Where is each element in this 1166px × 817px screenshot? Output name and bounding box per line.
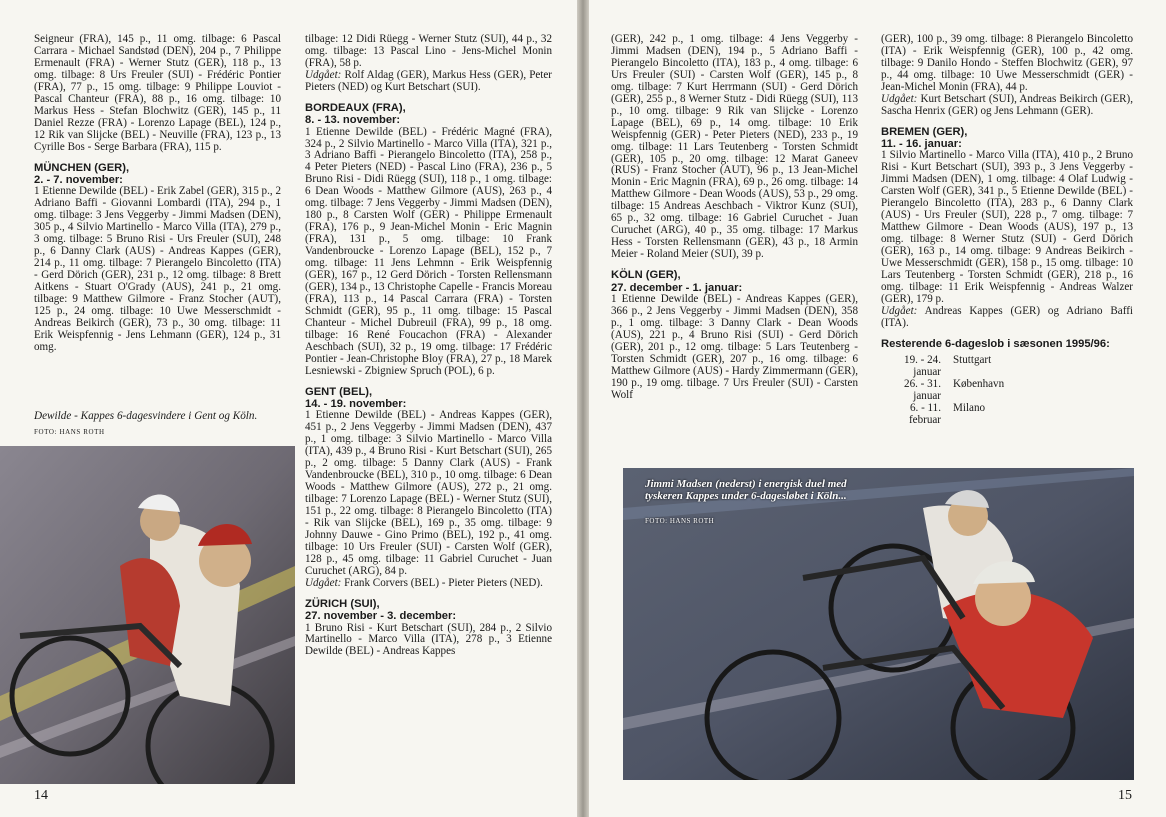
left-photo-credit: FOTO: HANS ROTH xyxy=(34,428,105,436)
bordeaux-dates: 8. - 13. november: xyxy=(305,114,401,127)
remaining-event-place: Milano xyxy=(953,402,986,415)
munchen-results: 1 Etienne Dewilde (BEL) - Erik Zabel (GER), 315 p., 2 Adriano Baffi - Giovanni Lombardi (ITA), 294 p., 1 omg. tilbage: 3 Jens Veggerby - Jimmi Madsen (DEN), 305 p., 4 Silvio Martinello - Marco Villa (ITA), 279 p., 3 omg. tilbage: 5 Bruno Risi - Urs Freuler (SUI), 248 p., 6 Danny Clark (AUS) - Andreas Kappes (GER), 214 p., 11 omg. tilbage: 7 Pierangelo Bincoletto (ITA) - Gerd Dörich (GER), 231 p., 12 omg. tilbage: 8 Brett Aitkens - Stuart O'Grady (AUS), 241 p., 21 omg. tilbage: 9 Matthew Gilmore - Franz Stocher (AUT), 125 p., 24 omg. tilbage: 10 Uwe Messerschmidt - Andreas Beikirch (GER), 73 p., 30 omg. tilbage: 11 Erik Weispfennig - Jens Lehmann (GER), 124 p., 31 omg. xyxy=(34,185,281,353)
right-page xyxy=(589,0,1166,817)
zurich-results: 1 Bruno Risi - Kurt Betschart (SUI), 284 p., 2 Silvio Martinello - Marco Villa (ITA), 278 p., 3 Etienne Dewilde (BEL) - Andreas Kappes xyxy=(305,621,552,658)
right-photo-caption: Jimmi Madsen (nederst) i energisk duel med tyskeren Kappes under 6-dagesløbet i Köln... xyxy=(645,478,847,503)
col3-intro-text: (GER), 242 p., 1 omg. tilbage: 4 Jens Veggerby - Jimmi Madsen (DEN), 194 p., 5 Adriano Baffi - Pierangelo Bincoletto (ITA), 183 p., 4 omg. tilbage: 6 Urs Freuler (SUI) - Carsten Wolf (GER), 145 p., 8 omg. tilbage: 7 Kurt Herrmann (SUI) - Gerd Dörich (GER), 255 p., 8 Werner Stutz - Didi Rüegg (SUI), 113 p., 10 omg. tilbage: 9 Rik van Slijcke - Lorenzo Lapage (BEL), 69 p., 14 omg. tilbage: 10 Erik Weispfennig (GER) - Peter Pieters (NED), 233 p., 19 omg. tilbage: 11 Lars Teutenberg - Torsten Schmidt (GER), 105 p., 20 omg. tilbage: 12 Marat Ganeev (RUS) - Franz Stocher (AUT), 96 p., 13 Jean-Michel Monin - Eric Magnin (FRA), 69 p., 26 omg. tilbage: 14 Matthew Gilmore - Dean Woods (AUS), 53 p., 29 omg. tilbage: 15 Andreas Aeschbach - Viktror Kunz (SUI), 65 p., 32 omg. tilbage: 16 Gabriel Curuchet - Juan Curuchet (ARG), 40 p., 35 omg. tilbage: 17 Markus Hess - Torsten Rellensmann (GER), 43 p., 18 Armin Meier - Roland Meier (SUI), 39 p. xyxy=(611,34,858,261)
koln-results: 1 Etienne Dewilde (BEL) - Andreas Kappes (GER), 366 p., 2 Jens Veggerby - Jimmi Madsen (DEN), 358 p., 1 omg. tilbage: 3 Danny Clark - Dean Woods (AUS), 221 p., 4 Bruno Risi (SUI) - Gerd Dörich (GER), 201 p., 12 omg. tilbage: 5 Lars Teutenberg - Torsten Schmidt (GER), 207 p., 16 omg. tilbage: 6 Matthew Gilmore (AUS) - Hardy Zimmermann (GER), 190 p., 19 omg. tilbage. 7 Urs Freuler (SUI) - Carsten Wolf xyxy=(611,292,858,401)
bordeaux-results: 1 Etienne Dewilde (BEL) - Frédéric Magné (FRA), 324 p., 2 Silvio Martinello - Marco Villa (ITA), 321 p., 3 Adriano Baffi - Pierangelo Bincoletto (ITA), 258 p., 4 Peter Pieters (NED) - Pascal Lino (FRA), 236 p., 5 Bruno Risi - Didi Rüegg (SUI), 118 p., 1 omg. tilbage: 6 Dean Woods - Matthew Gilmore (AUS), 263 p., 4 omg. tilbage: 7 Jens Veggerby - Jimmi Madsen (DEN), 180 p., 8 Carsten Wolf (GER) - Philippe Ermenault (FRA), 176 p., 9 Jean-Michel Monin - Eric Magnin (FRA), 131 p., 5 omg. tilbage: 10 Frank Vandenbroucke - Lorenzo Lapage (BEL), 152 p., 7 omg. tilbage: 11 Jens Lehmnn - Erik Weispfennig (GER), 167 p., 12 Gerd Dörich - Torsten Rellensmann (GER), 134 p., 13 Christophe Capelle - Francis Moreau (FRA), 113 p., 14 Pascal Carrara (FRA) - Torsten Schmidt (GER), 95 p., 11 omg. tilbage: 15 Pascal Chanteur - Michel Dubreuil (FRA), 99 p., 18 omg. tilbage: 16 René Foucachon (FRA) - Alexander Aeschbach (SUI), 32 p., 19 omg. tilbage: 17 Frédéric Pontier - Jean-Christophe Bloy (FRA), 27 p., 18 Marek Lesniewski - Zbigniew Spruch (POL), 6 p. xyxy=(305,125,552,377)
remaining-event-dates: 19. - 24. januar xyxy=(904,354,941,379)
remaining-event-place: København xyxy=(953,378,1005,391)
bordeaux-heading: BORDEAUX (FRA), xyxy=(305,101,406,114)
left-page xyxy=(0,0,577,817)
page-number-right: 15 xyxy=(1118,788,1132,803)
zurich-dates: 27. november - 3. december: xyxy=(305,610,457,623)
gent-heading: GENT (BEL), xyxy=(305,385,373,398)
right-cyclists-photo xyxy=(623,468,1134,780)
remaining-event xyxy=(881,402,1133,426)
right-column-1 xyxy=(611,34,858,464)
col4-udgaet-text: Kurt Betschart (SUI), Andreas Beikirch (GER), Sascha Henrix (GER) og Jens Lehmann (GER). xyxy=(881,92,1133,117)
left-column-2 xyxy=(305,34,552,784)
right-photo-credit: FOTO: HANS ROTH xyxy=(645,517,715,525)
zurich-heading: ZÜRICH (SUI), xyxy=(305,597,380,610)
koln-heading: KÖLN (GER), xyxy=(611,269,681,282)
koln-dates: 27. december - 1. januar: xyxy=(611,281,743,294)
remaining-event xyxy=(881,354,1133,378)
col1-intro-text: Seigneur (FRA), 145 p., 11 omg. tilbage: 6 Pascal Carrara - Michael Sandstød (DEN), 204 p., 7 Philippe Ermenault (FRA) - Werner Stutz (GER), 118 p., 13 omg. tilbage: 8 Urs Freuler (SUI) - Frédéric Pontier (FRA), 77 p., 15 omg. tilbage: 9 Philippe Louviot - Pascal Chanteur (FRA), 88 p., 16 omg. tilbage: 10 Markus Hess - Stefan Blochwitz (GER), 145 p., 11 Daniel Rezze (FRA) - Lorenzo Lapage (BEL), 124 p., 12 Rik van Slijcke (BEL) - Neuville (FRA), 123 p., 13 Cyrille Bos - Serge Barbara (FRA), 115 p. xyxy=(34,34,281,153)
col2-intro-text: tilbage: 12 Didi Rüegg - Werner Stutz (SUI), 44 p., 32 omg. tilbage: 13 Pascal Lino - Jens-Michel Monin (FRA), 58 p. xyxy=(305,34,552,69)
gent-dates: 14. - 19. november: xyxy=(305,398,407,410)
col4-udgaet-label: Udgået: xyxy=(881,92,918,105)
left-cyclists-photo xyxy=(0,446,295,784)
bremen-udgaet-text: Andreas Kappes (GER) og Adriano Baffi (ITA). xyxy=(881,304,1133,329)
gent-udgaet-text: Frank Corvers (BEL) - Pieter Pieters (NED). xyxy=(344,576,543,589)
col2-udgaet-text: Rolf Aldag (GER), Markus Hess (GER), Peter Pieters (NED) og Kurt Betschart (SUI). xyxy=(305,68,552,93)
remaining-heading: Resterende 6-dageslob i sæsonen 1995/96: xyxy=(881,337,1110,350)
bremen-dates: 11. - 16. januar: xyxy=(881,138,962,151)
gent-results: 1 Etienne Dewilde (BEL) - Andreas Kappes (GER), 451 p., 2 Jens Veggerby - Jimmi Madsen (DEN), 437 p., 1 omg. tilbage: 3 Silvio Martinello - Marco Villa (ITA), 439 p., 4 Bruno Risi - Kurt Betschart (SUI), 265 p., 2 omg. tilbage: 5 Danny Clark (AUS) - Frank Vandenbroucke (BEL), 310 p., 10 omg. tilbage: 6 Dean Woods - Matthew Gilmore (AUS), 272 p., 21 omg. tilbage: 7 Lorenzo Lapage (BEL) - Werner Stutz (SUI), 151 p., 22 omg. tilbage: 8 Pierangelo Bincoletto (ITA) - Rik van Slijcke (BEL), 169 p., 35 omg. tilbage: 9 Johnny Dauwe - Gino Primo (BEL), 192 p., 41 omg. tilbage: 10 Urs Freuler (SUI) - Carsten Wolf (GER), 128 p., 45 omg. tilbage: 11 Gabriel Curuchet - Juan Curuchet (ARG), 84 p. xyxy=(305,409,552,577)
gent-udgaet-label: Udgået: xyxy=(305,576,342,589)
bremen-results: 1 Silvio Martinello - Marco Villa (ITA), 410 p., 2 Bruno Risi - Kurt Betschart (SUI), 393 p., 3 Jens Veggerby - Jimmi Madsen (DEN), 1 omg. tilbage: 4 Olaf Ludwig - Carsten Wolf (GER), 341 p., 5 Etienne Dewilde (BEL) - Pierangelo Bincoletto (ITA), 283 p., 6 Danny Clark (AUS) - Urs Freuler (SUI), 228 p., 7 omg. tilbage: 7 Matthew Gilmore - Dean Woods (AUS), 197 p., 13 omg. tilbage: 8 Werner Stutz (SUI) - Gerd Dörich (GER), 163 p., 14 omg. tilbage: 9 Andreas Beikirch - Uwe Messerschmidt (GER), 158 p., 15 omg. tilbage: 10 Lars Teutenberg - Torsten Schmidt (GER), 218 p., 16 omg. tilbage: 11 Erik Weispfennig - Andreas Walzer (GER), 179 p. xyxy=(881,149,1133,305)
bremen-heading: BREMEN (GER), xyxy=(881,125,968,138)
right-column-2 xyxy=(881,34,1133,464)
remaining-event-dates: 26. - 31. januar xyxy=(904,378,941,403)
remaining-event-place: Stuttgart xyxy=(953,354,992,367)
book-gutter xyxy=(577,0,589,817)
remaining-event xyxy=(881,378,1133,402)
bremen-udgaet-label: Udgået: xyxy=(881,304,918,317)
page-number-left: 14 xyxy=(34,788,48,803)
remaining-event-dates: 6. - 11. februar xyxy=(908,402,941,427)
col4-intro-text: (GER), 100 p., 39 omg. tilbage: 8 Pierangelo Bincoletto (ITA) - Erik Weispfennig (GER), 100 p., 42 omg. tilbage: 9 Danilo Hondo - Steffen Blochwitz (GER), 97 p., 44 omg. tilbage: 10 Uwe Messerschmidt (GER) - Jean-Michel Monin (FRA), 44 p. xyxy=(881,34,1133,93)
munchen-dates: 2. - 7. november: xyxy=(34,173,123,186)
col2-udgaet-label: Udgået: xyxy=(305,68,342,81)
remaining-events-list xyxy=(881,354,1133,426)
left-column-1 xyxy=(34,34,281,424)
munchen-heading: MÜNCHEN (GER), xyxy=(34,161,130,174)
left-photo-caption: Dewilde - Kappes 6-dagesvindere i Gent og Köln. xyxy=(34,410,258,422)
